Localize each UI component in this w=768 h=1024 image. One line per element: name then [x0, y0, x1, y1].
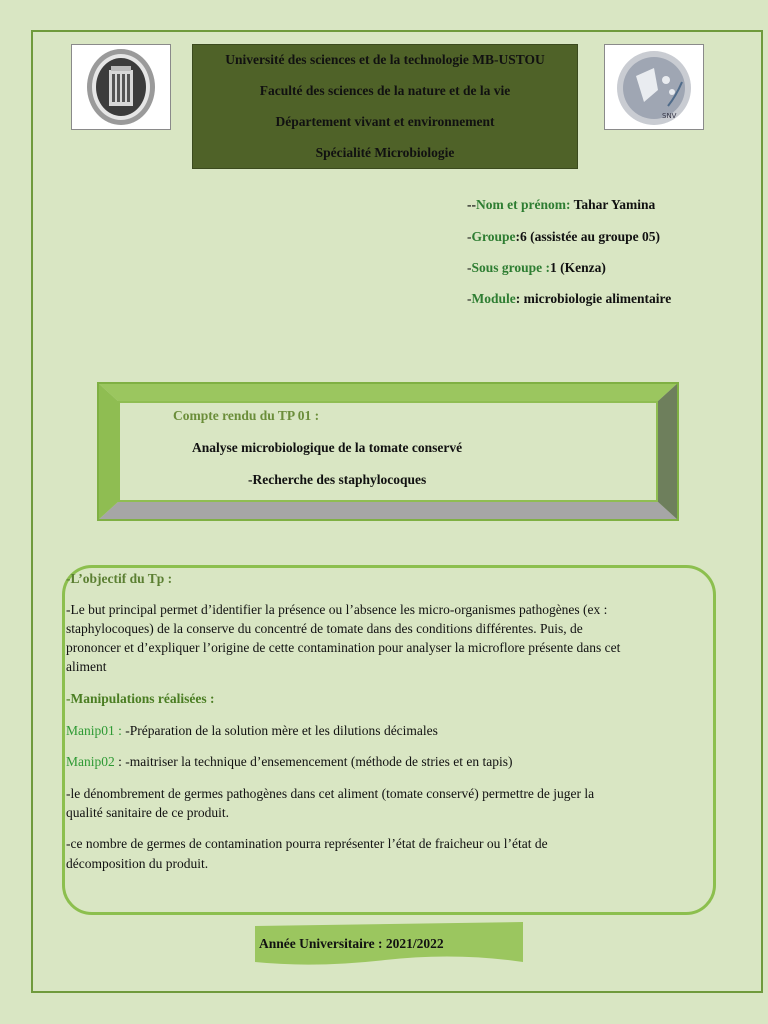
objective-p1-line2: staphylocoques) de la conserve du concentré de tomate dans des conditions différentes. Puis, de [66, 621, 583, 636]
speciality-name: Spécialité Microbiologie [315, 145, 455, 160]
group-label: Groupe [471, 229, 516, 244]
university-logo [71, 44, 171, 130]
objective-p1-line4: aliment [66, 659, 107, 674]
subgroup-value: 1 (Kenza) [550, 260, 606, 275]
academic-year: Année Universitaire : 2021/2022 [259, 936, 444, 951]
manip01-text: -Préparation de la solution mère et les dilutions décimales [125, 723, 438, 738]
faculty-name: Faculté des sciences de la nature et de la vie [259, 83, 511, 98]
manip02-line [66, 752, 716, 771]
manip02-label: Manip02 [66, 754, 119, 769]
report-title: Analyse microbiologique de la tomate conservé [192, 440, 463, 455]
module-prefix: - [467, 291, 472, 306]
subgroup-label: Sous groupe : [471, 260, 551, 275]
subgroup-line [467, 260, 606, 276]
module-label: Module [471, 291, 516, 306]
report-subtitle: -Recherche des staphylocoques [248, 472, 427, 487]
student-name-line [467, 197, 655, 213]
snv-label: SNV [662, 112, 677, 120]
module-value: : microbiologie alimentaire [515, 291, 672, 306]
manipulations-heading: -Manipulations réalisées : [66, 691, 215, 706]
objective-p1-line3: prononcer et d’expliquer l’origine de cette contamination pour analyser la microflore présente dans cet [66, 640, 621, 655]
objective-heading: -L’objectif du Tp : [66, 571, 173, 586]
module-line [467, 291, 671, 307]
manip02-text: : -maitriser la technique d’ensemencement (méthode de stries et en tapis) [118, 754, 513, 769]
name-prefix: -- [467, 197, 476, 212]
objective-p2-line1: -le dénombrement de germes pathogènes dans cet aliment (tomate conservé) permettre de juger la [66, 786, 595, 801]
subgroup-prefix: - [467, 260, 472, 275]
name-label: Nom et prénom: [476, 197, 571, 212]
manip01-label: Manip01 : [66, 723, 126, 738]
objective-p3-line1: -ce nombre de germes de contamination pourra représenter l’état de fraicheur ou l’état de [66, 836, 548, 851]
objective-p1-line1: -Le but principal permet d’identifier la présence ou l’absence les micro-organismes pathogènes (ex : [66, 602, 608, 617]
report-heading: Compte rendu du TP 01 : [173, 408, 320, 423]
group-line [467, 229, 660, 245]
manip01-line [66, 721, 716, 740]
university-name: Université des sciences et de la technologie MB-USTOU [225, 52, 545, 67]
institution-header [192, 44, 578, 169]
objective-p3-line2: décomposition du produit. [66, 856, 209, 871]
group-value: :6 (assistée au groupe 05) [515, 229, 661, 244]
faculty-logo [604, 44, 704, 130]
academic-year-banner [255, 922, 523, 966]
name-value: Tahar Yamina [570, 197, 656, 212]
objective-p2-line2: qualité sanitaire de ce produit. [66, 805, 230, 820]
group-prefix: - [467, 229, 472, 244]
department-name: Département vivant et environnement [275, 114, 495, 129]
